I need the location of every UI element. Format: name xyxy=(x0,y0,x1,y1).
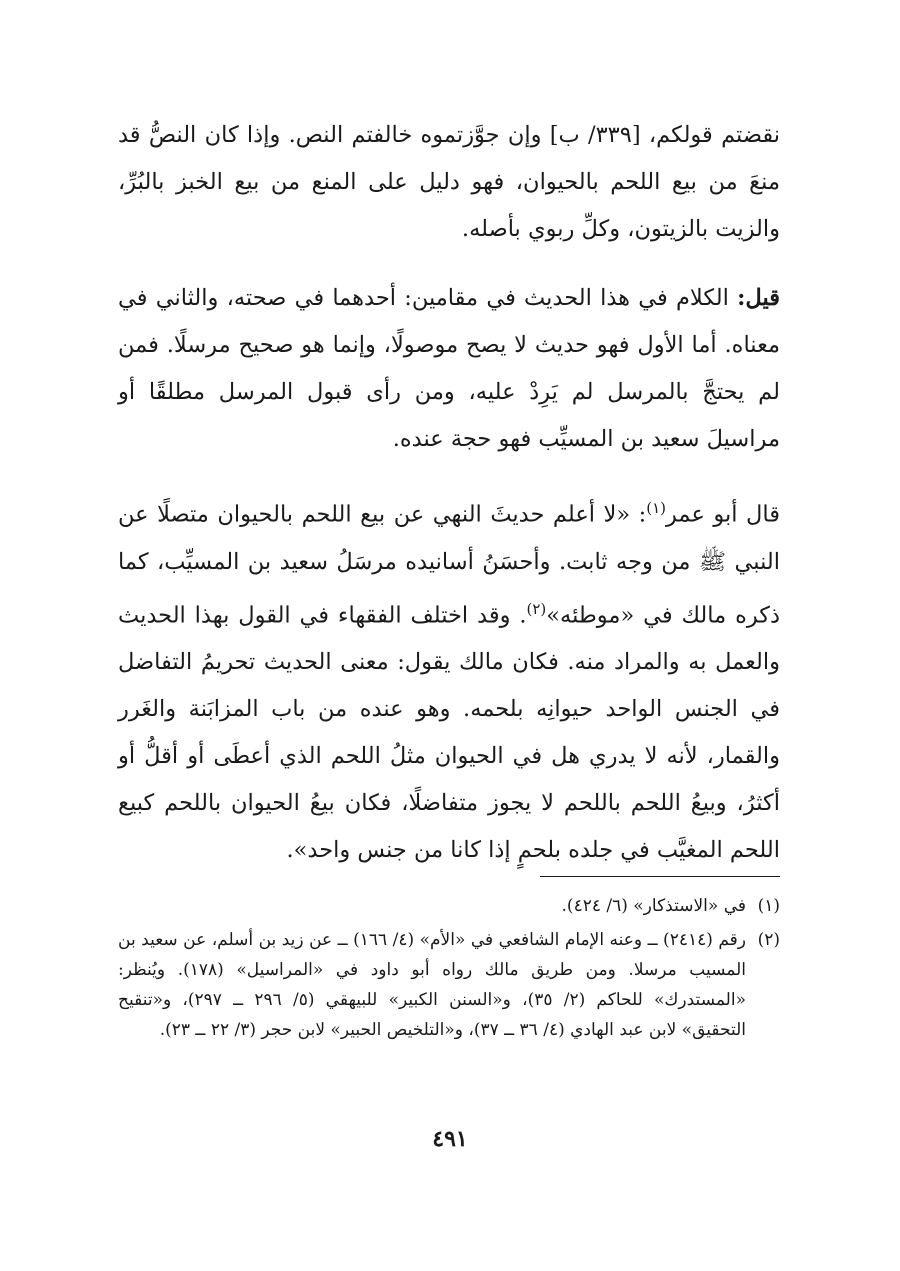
footnote-2 xyxy=(118,925,780,1045)
footnote-1 xyxy=(118,891,780,921)
footnote-ref-1[interactable]: (١) xyxy=(646,499,667,517)
main-text xyxy=(118,112,780,874)
footnote-2-number: (٢) xyxy=(757,930,780,950)
paragraph-3-text-c: . وقد اختلف الفقهاء في القول بهذا الحديث والعمل به والمراد منه. فكان مالك يقول: معنى الحديث تحريمُ التفاضل في الجنس الواحد حيوانِه بلحمه. وهو عنده من باب المزابَنة والغَرر والقمار، لأنه لا يدري هل في الحيوان مثلُ اللحم الذي أعطَى أو أقلُّ أو أكثرُ، وبيعُ اللحم باللحم لا يجوز متفاضلًا، فكان بيعُ الحيوان باللحم كبيع اللحم المغيَّب في جلده بلحمٍ إذا كانا من جنس واحد». xyxy=(118,602,780,863)
footnote-2-text: رقم (٢٤١٤) ــ وعنه الإمام الشافعي في «الأم» (٤/ ١٦٦) ــ عن زيد بن أسلم، عن سعيد بن المسيب مرسلا. ومن طريق مالك رواه أبو داود في «المراسيل» (١٧٨). ويُنظر: «المستدرك» للحاكم (٢/ ٣٥)، و«السنن الكبير» للبيهقي (٥/ ٢٩٦ ــ ٢٩٧)، و«تنقيح التحقيق» لابن عبد الهادي (٤/ ٣٦ ــ ٣٧)، و«التلخيص الحبير» لابن حجر (٣/ ٢٢ ــ ٢٣). xyxy=(118,930,746,1040)
footnote-ref-2[interactable]: (٢) xyxy=(526,599,547,618)
footnote-divider xyxy=(540,876,780,877)
paragraph-3-text-a: قال أبو عمر xyxy=(666,501,781,528)
paragraph-1-text: نقضتم قولكم، [٣٣٩/ ب] وإن جوَّزتموه خالفتم النص. وإذا كان النصُّ قد منعَ من بيع اللحم بالحيوان، فهو دليل على المنع من بيع الخبز بالبُرِّ، والزيت بالزيتون، وكلِّ ربوي بأصله. xyxy=(118,122,780,242)
paragraph-2 xyxy=(118,275,780,463)
footnotes xyxy=(118,876,780,1049)
paragraph-3-text-b: : «لا أعلم حديثَ النهي عن بيع اللحم بالحيوان متصلًا عن النبي ﷺ من وجه ثابت. وأحسَنُ أسانيده مرسَلُ سعيد بن المسيِّب، كما ذكره مالك في «موطئه» xyxy=(118,501,781,628)
footnote-1-number: (١) xyxy=(757,896,780,916)
page-number: ٤٩١ xyxy=(432,1126,468,1152)
paragraph-3 xyxy=(118,485,780,874)
paragraph-2-text: الكلام في هذا الحديث في مقامين: أحدهما في صحته، والثاني في معناه. أما الأول فهو حديث لا يصح موصولًا، وإنما هو صحيح مرسلًا. فمن لم يحتجَّ بالمرسل لم يَرِدْ عليه، ومن رأى قبول المرسل مطلقًا أو مراسيلَ سعيد بن المسيِّب فهو حجة عنده. xyxy=(118,285,780,452)
footnote-1-text: في «الاستذكار» (٦/ ٤٢٤). xyxy=(561,896,746,916)
paragraph-1 xyxy=(118,112,780,253)
paragraph-2-lead: قيل: xyxy=(737,285,780,311)
